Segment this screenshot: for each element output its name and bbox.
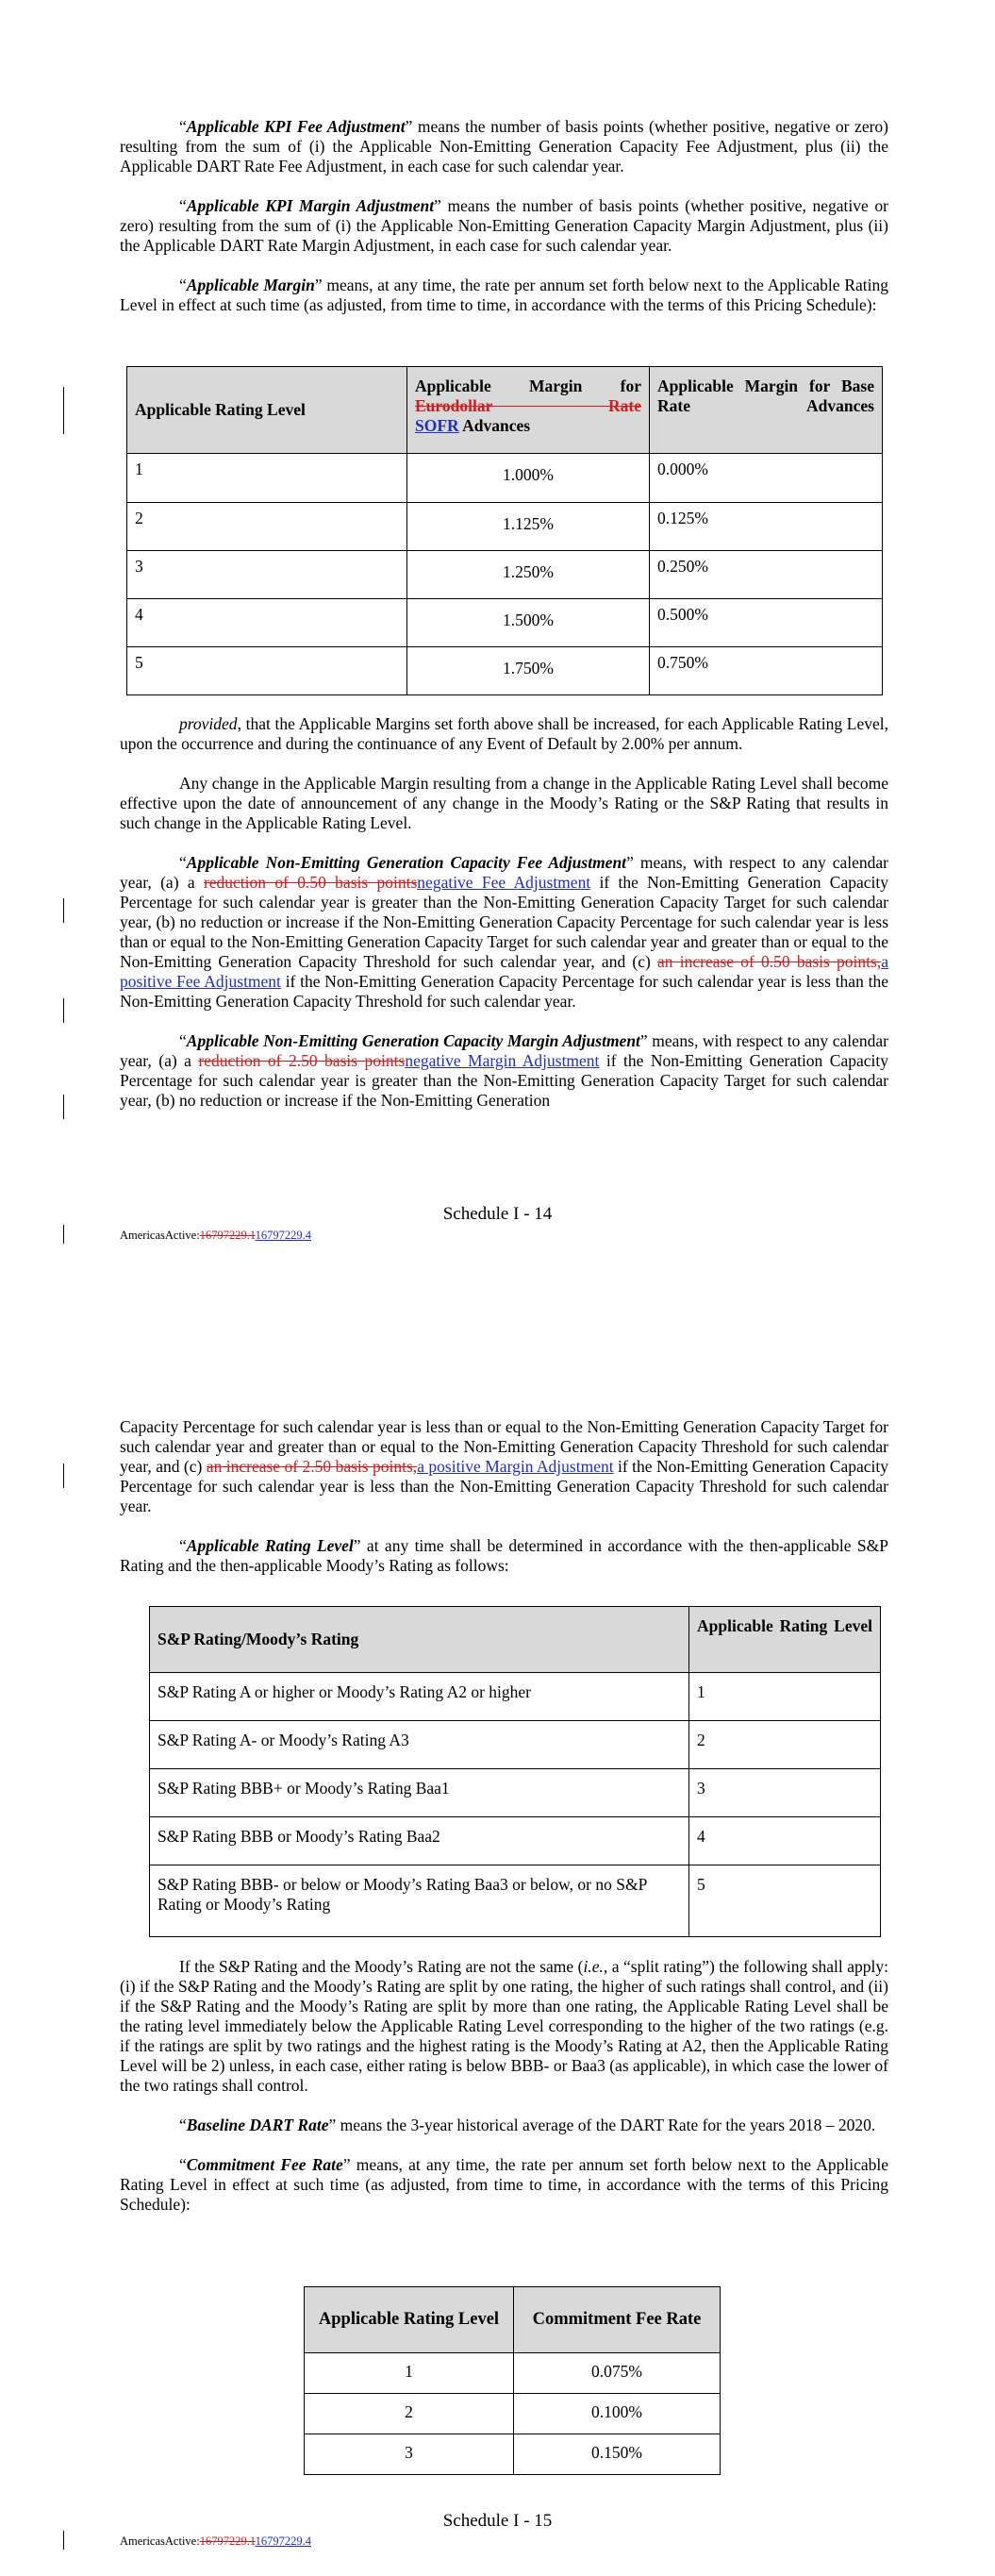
definition-applicable-margin: “Applicable Margin” means, at any time, the rate per annum set forth below next to the Applicable Rating Level in effect at such time (as adjusted, from time to time, in accordance with the terms of this Pricing Schedule): <box>120 276 888 314</box>
paragraph-split-rating: If the S&P Rating and the Moody’s Rating are not the same (i.e., a “split rating”) the following shall apply: (i) if the S&P Rating and the Moody’s Rating are split by one rating, the higher of such ratings shall control, and (ii) if the S&P Rating and the Moody’s Rating are split by more than one rating, the Applicable Rating Level shall be the rating level immediately below the Applicable Rating Level corresponding to the higher of the two ratings (e.g. if the ratings are split by two ratings and the highest rating is the Moody’s Rating at A2, then the Applicable Rating Level will be 2) unless, in each case, either rating is below BBB- or Baa3 (as applicable), in which case the lower of the two ratings shall control. <box>120 1957 888 2095</box>
cell-level: 1 <box>305 2353 514 2394</box>
cell-level: 4 <box>127 599 407 647</box>
page-2 <box>0 1288 995 2576</box>
table-row <box>127 647 883 695</box>
header-applicable-rating-level: Applicable Rating Level <box>689 1607 881 1673</box>
document-id: AmericasActive:16797229.116797229.4 <box>120 1229 311 1242</box>
cell-fee-rate: 0.150% <box>514 2434 721 2475</box>
cell-base-margin: 0.250% <box>650 551 883 599</box>
header-base-rate-margin: Applicable Margin for Base Rate Advances <box>650 367 883 454</box>
cell-level: 2 <box>127 503 407 551</box>
table-row <box>127 503 883 551</box>
cell-rating: S&P Rating BBB- or below or Moody’s Rating Baa3 or below, or no S&P Rating or Moody’s Rating <box>150 1865 689 1937</box>
commitment-fee-table <box>304 2286 721 2475</box>
table-row <box>150 1817 881 1865</box>
cell-fee-rate: 0.100% <box>514 2394 721 2434</box>
definition-baseline-dart-rate: “Baseline DART Rate” means the 3-year historical average of the DART Rate for the years 2018 – 2020. <box>179 2116 876 2134</box>
table-row <box>150 1769 881 1817</box>
table-header-row <box>150 1607 881 1673</box>
document-id: AmericasActive:16797229.116797229.4 <box>120 2534 311 2548</box>
cell-level: 5 <box>689 1865 881 1937</box>
table-header-row <box>305 2287 721 2353</box>
cell-level: 5 <box>127 647 407 695</box>
cell-level: 2 <box>689 1721 881 1769</box>
page-footer-title: Schedule I - 15 <box>442 2511 553 2531</box>
change-bar <box>63 1225 64 1244</box>
header-commitment-fee-rate: Commitment Fee Rate <box>514 2287 721 2353</box>
cell-level: 3 <box>689 1769 881 1817</box>
paragraph-provided: provided, that the Applicable Margins set forth above shall be increased, for each Applicable Rating Level, upon the occurrence and during the continuance of any Event of Default by 2.00% per annum. <box>120 714 888 753</box>
change-bar <box>63 1095 64 1119</box>
definition-applicable-rating-level: “Applicable Rating Level” at any time shall be determined in accordance with the then-applicable S&P Rating and the then-applicable Moody’s Rating as follows: <box>120 1536 888 1575</box>
table-header-row <box>127 367 883 454</box>
definition-kpi-margin-adjustment: “Applicable KPI Margin Adjustment” means the number of basis points (whether positive, negative or zero) resulting from the sum of (i) the Applicable Non-Emitting Generation Capacity Margin Adjustment, plus (ii) the Applicable DART Rate Margin Adjustment, in each case for such calendar year. <box>120 196 888 255</box>
change-bar <box>63 1464 64 1488</box>
cell-base-margin: 0.750% <box>650 647 883 695</box>
table-row <box>127 599 883 647</box>
page2-body-lower <box>120 1957 888 2215</box>
page-footer-title: Schedule I - 14 <box>442 1204 553 1224</box>
cell-level: 2 <box>305 2394 514 2434</box>
cell-level: 1 <box>127 454 407 503</box>
cell-rating: S&P Rating A or higher or Moody’s Rating A2 or higher <box>150 1673 689 1721</box>
cell-base-margin: 0.000% <box>650 454 883 503</box>
table-row <box>127 551 883 599</box>
change-bar <box>63 898 64 923</box>
table-row <box>127 454 883 503</box>
paragraph-negc-margin-continued: Capacity Percentage for such calendar year is less than or equal to the Non-Emitting Generation Capacity Target for such calendar year and greater than or equal to the Non-Emitting Generation Capacity Threshold for such calendar year, and (c) an increase of 2.50 basis points,a positive Margin Adjustment if the Non-Emitting Generation Capacity Percentage for such calendar year is less than the Non-Emitting Generation Capacity Threshold for such calendar year. <box>120 1417 888 1515</box>
paragraph-margin-change: Any change in the Applicable Margin resulting from a change in the Applicable Rating Level shall become effective upon the date of announcement of any change in the Moody’s Rating or the S&P Rating that results in such change in the Applicable Rating Level. <box>120 774 888 832</box>
table-row <box>150 1721 881 1769</box>
cell-sofr-margin: 1.250% <box>407 551 650 599</box>
cell-sofr-margin: 1.125% <box>407 503 650 551</box>
header-sp-moodys-rating: S&P Rating/Moody’s Rating <box>150 1607 689 1673</box>
page1-body-lower <box>120 714 888 1111</box>
table-row <box>150 1865 881 1937</box>
page1-body <box>120 117 888 315</box>
table-row <box>305 2394 721 2434</box>
cell-level: 4 <box>689 1817 881 1865</box>
cell-rating: S&P Rating A- or Moody’s Rating A3 <box>150 1721 689 1769</box>
header-fee-rating-level: Applicable Rating Level <box>305 2287 514 2353</box>
change-bar <box>63 2531 64 2550</box>
definition-negc-margin-adjustment: “Applicable Non-Emitting Generation Capacity Margin Adjustment” means, with respect to any calendar year, (a) a reduction of 2.50 basis pointsnegative Margin Adjustment if the Non-Emitting Generation Capacity Percentage for such calendar year is greater than the Non-Emitting Generation Capacity Target for such calendar year, (b) no reduction or increase if the Non-Emitting Generation <box>120 1031 888 1110</box>
cell-rating: S&P Rating BBB+ or Moody’s Rating Baa1 <box>150 1769 689 1817</box>
cell-base-margin: 0.125% <box>650 503 883 551</box>
definition-kpi-fee-adjustment: “Applicable KPI Fee Adjustment” means the number of basis points (whether positive, negative or zero) resulting from the sum of (i) the Applicable Non-Emitting Generation Capacity Fee Adjustment, plus (ii) the Applicable DART Rate Fee Adjustment, in each case for such calendar year. <box>120 117 888 176</box>
definition-commitment-fee-rate: “Commitment Fee Rate” means, at any time, the rate per annum set forth below next to the Applicable Rating Level in effect at such time (as adjusted, from time to time, in accordance with the terms of this Pricing Schedule): <box>120 2155 888 2214</box>
table-row <box>305 2353 721 2394</box>
header-rating-level: Applicable Rating Level <box>127 367 407 454</box>
rating-level-table <box>149 1606 881 1937</box>
page2-body <box>120 1417 888 1576</box>
cell-level: 3 <box>127 551 407 599</box>
cell-fee-rate: 0.075% <box>514 2353 721 2394</box>
cell-sofr-margin: 1.750% <box>407 647 650 695</box>
definition-negc-fee-adjustment: “Applicable Non-Emitting Generation Capacity Fee Adjustment” means, with respect to any calendar year, (a) a reduction of 0.50 basis pointsnegative Fee Adjustment if the Non-Emitting Generation Capacity Percentage for such calendar year is greater than the Non-Emitting Generation Capacity Target for such calendar year, (b) no reduction or increase if the Non-Emitting Generation Capacity Percentage for such calendar year is less than or equal to the Non-Emitting Generation Capacity Target for such calendar year and greater than or equal to the Non-Emitting Generation Capacity Threshold for such calendar year, and (c) an increase of 0.50 basis points,a positive Fee Adjustment if the Non-Emitting Generation Capacity Percentage for such calendar year is less than the Non-Emitting Generation Capacity Threshold for such calendar year. <box>120 853 889 1011</box>
table-row <box>150 1673 881 1721</box>
applicable-margin-table <box>126 366 883 695</box>
cell-level: 3 <box>305 2434 514 2475</box>
cell-sofr-margin: 1.000% <box>407 454 650 503</box>
cell-sofr-margin: 1.500% <box>407 599 650 647</box>
table-row <box>305 2434 721 2475</box>
cell-level: 1 <box>689 1673 881 1721</box>
cell-rating: S&P Rating BBB or Moody’s Rating Baa2 <box>150 1817 689 1865</box>
cell-base-margin: 0.500% <box>650 599 883 647</box>
change-bar <box>63 998 64 1023</box>
header-sofr-margin: Applicable Margin for Eurodollar Rate SOFR Advances <box>407 367 650 454</box>
change-bar <box>63 387 64 434</box>
